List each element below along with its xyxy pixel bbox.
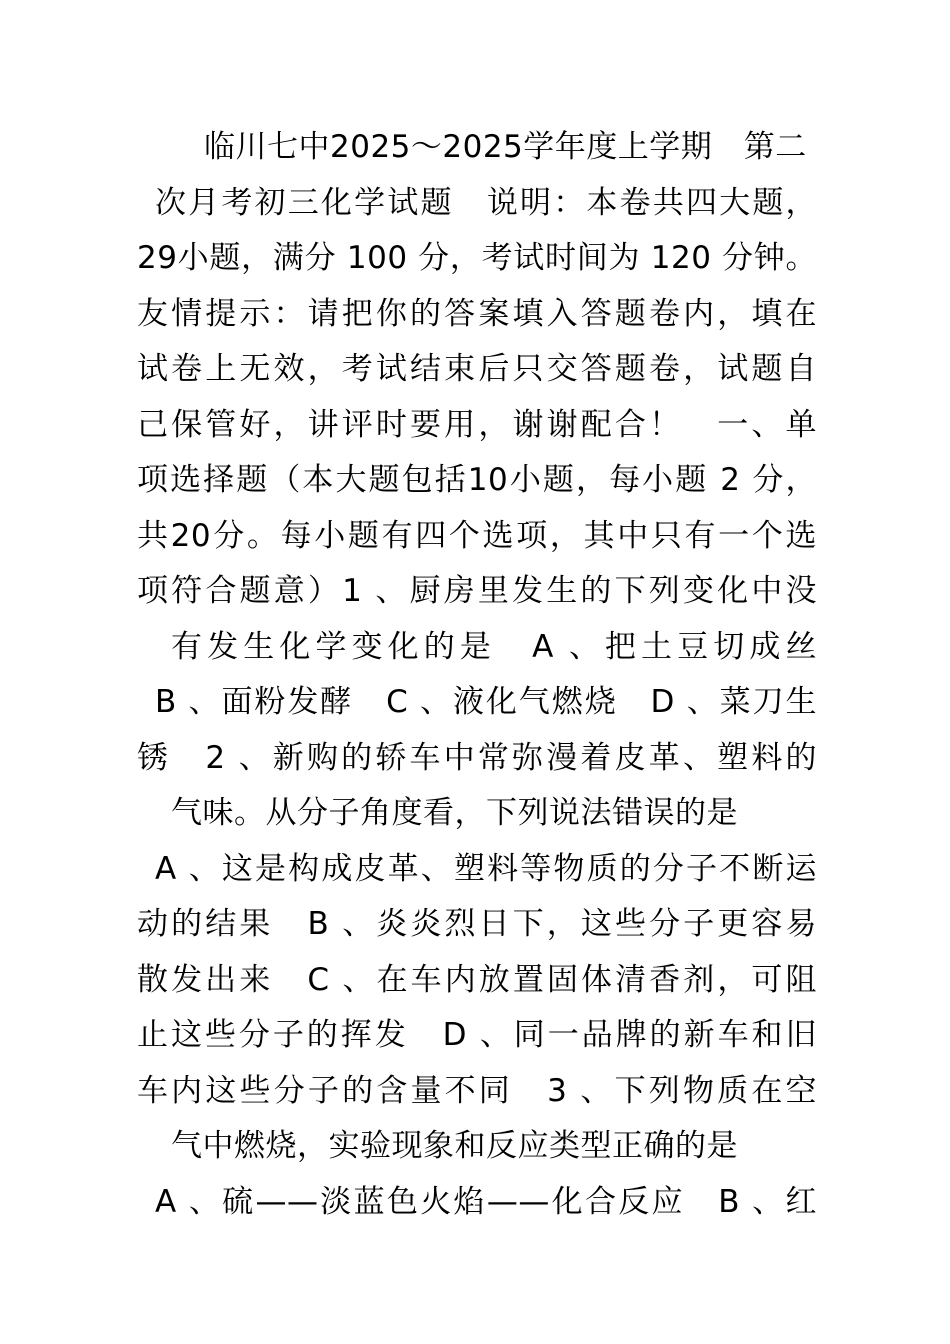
document-body bbox=[137, 120, 817, 1230]
text-line: 止这些分子的挥发 D 、同一品牌的新车和旧 bbox=[137, 1017, 817, 1053]
text-line: 散发出来 C 、在车内放置固体清香剂，可阻 bbox=[137, 961, 817, 998]
text-line: 气中燃烧，实验现象和反应类型正确的是 bbox=[171, 1128, 738, 1164]
text-line: 动的结果 B 、炎炎烈日下，这些分子更容易 bbox=[137, 906, 817, 942]
text-line: 试卷上无效，考试结束后只交答题卷，试题自 bbox=[137, 351, 817, 387]
text-line: 有发生化学变化的是 A 、把土豆切成丝 bbox=[171, 628, 817, 665]
text-line: 29小题，满分 100 分，考试时间为 120 分钟。 bbox=[137, 240, 817, 276]
text-line: 车内这些分子的含量不同 3 、下列物质在空 bbox=[137, 1072, 817, 1109]
text-line: 己保管好，讲评时要用，谢谢配合！ 一、单 bbox=[137, 406, 817, 443]
text-line: 共20分。每小题有四个选项，其中只有一个选 bbox=[137, 517, 817, 554]
text-line: 项符合题意）1 、厨房里发生的下列变化中没 bbox=[137, 573, 817, 609]
text-line: 项选择题（本大题包括10小题，每小题 2 分， bbox=[137, 462, 817, 498]
text-line: 次月考初三化学试题 说明：本卷共四大题， bbox=[155, 184, 817, 221]
text-line: A 、硫——淡蓝色火焰——化合反应 B 、红 bbox=[155, 1183, 817, 1220]
text-line: 气味。从分子角度看，下列说法错误的是 bbox=[171, 795, 738, 831]
text-line: B 、面粉发酵 C 、液化气燃烧 D 、菜刀生 bbox=[155, 684, 817, 720]
text-line: 临川七中2025～2025学年度上学期 第二 bbox=[204, 129, 807, 165]
text-line: 友情提示：请把你的答案填入答题卷内，填在 bbox=[137, 295, 817, 332]
text-line: A 、这是构成皮革、塑料等物质的分子不断运 bbox=[155, 850, 817, 887]
text-line: 锈 2 、新购的轿车中常弥漫着皮革、塑料的 bbox=[137, 739, 817, 776]
